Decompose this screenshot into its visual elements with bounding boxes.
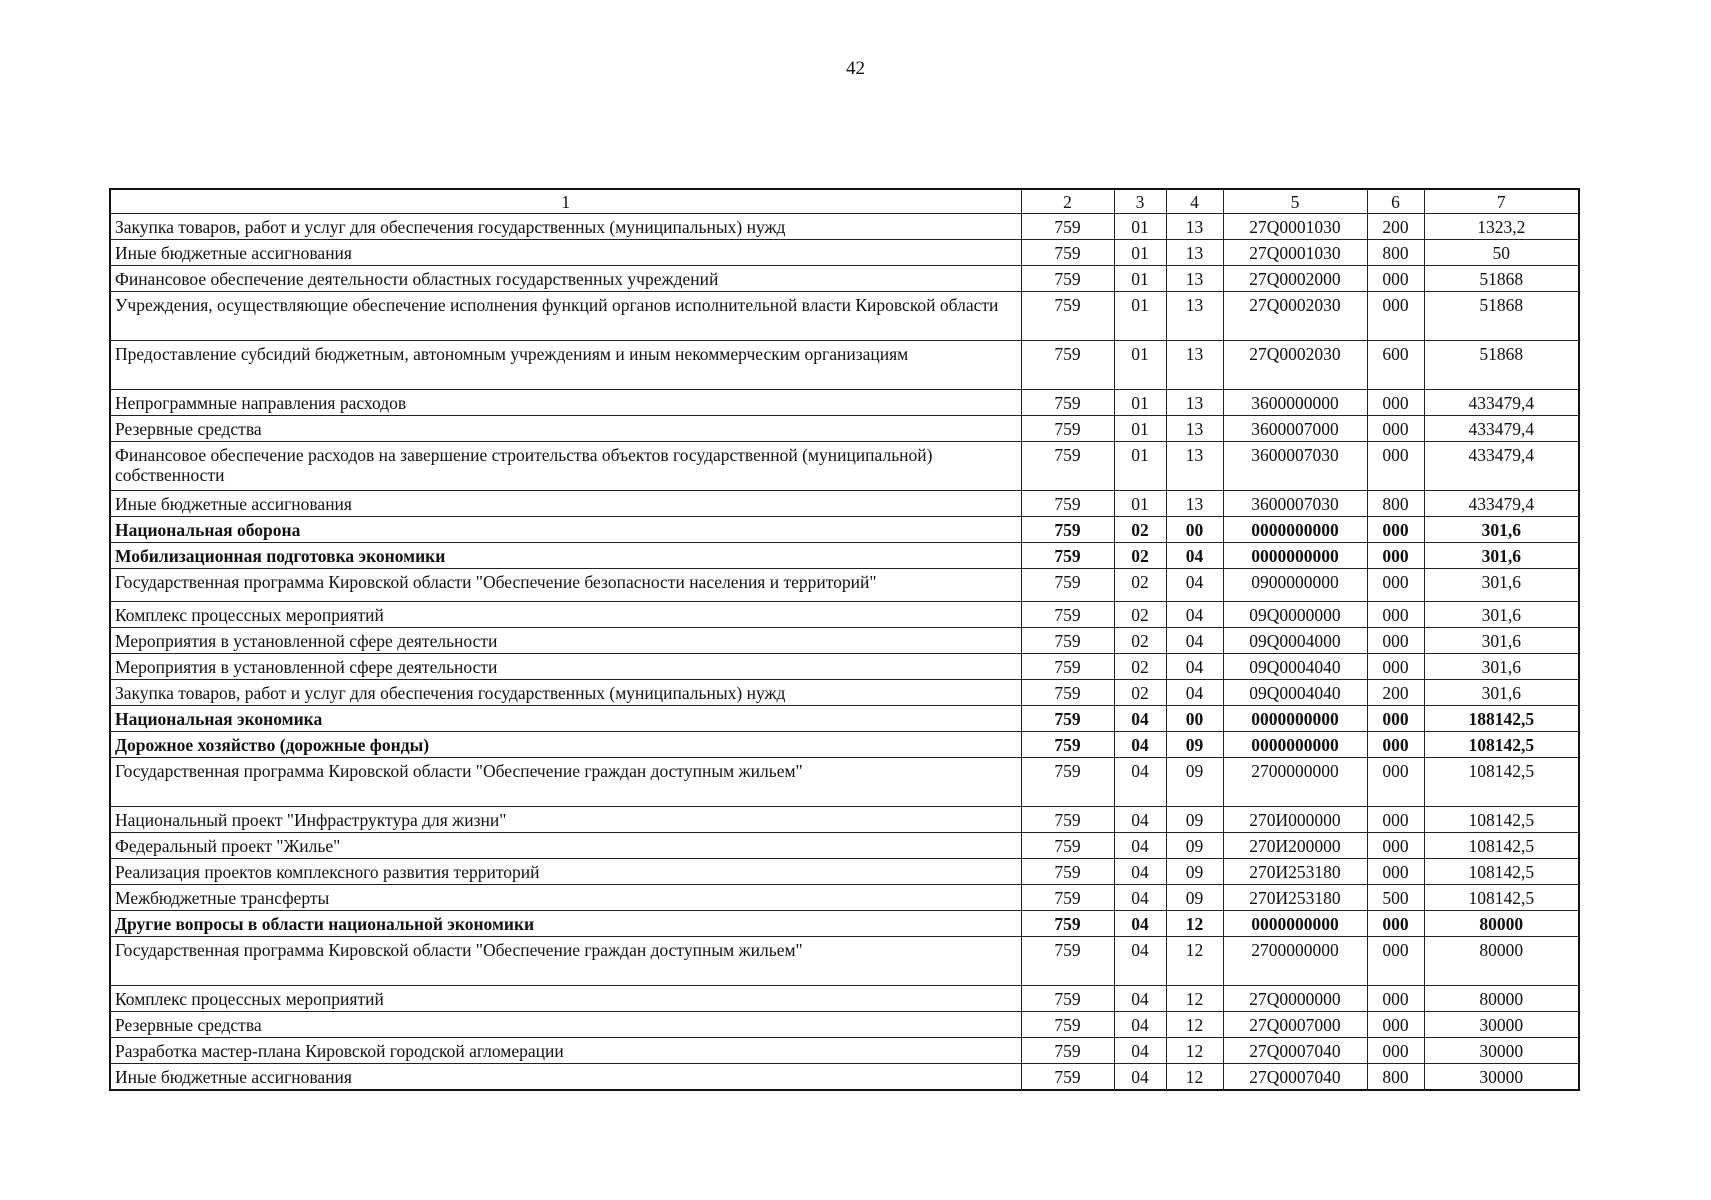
- cell-amount: 1323,2: [1424, 214, 1579, 240]
- cell-amount: 188142,5: [1424, 706, 1579, 732]
- cell-section: 01: [1114, 416, 1166, 442]
- table-row: [110, 732, 1579, 758]
- cell-ministry-code: 759: [1021, 911, 1114, 937]
- cell-subsection: 04: [1166, 543, 1223, 569]
- cell-section: 02: [1114, 569, 1166, 602]
- cell-target-article: 27Q0007000: [1223, 1012, 1367, 1038]
- cell-name: Финансовое обеспечение деятельности областных государственных учреждений: [110, 266, 1021, 292]
- cell-ministry-code: 759: [1021, 266, 1114, 292]
- cell-expense-type: 000: [1367, 807, 1424, 833]
- table-row: [110, 1038, 1579, 1064]
- cell-subsection: 13: [1166, 390, 1223, 416]
- cell-expense-type: 000: [1367, 628, 1424, 654]
- cell-name: Мобилизационная подготовка экономики: [110, 543, 1021, 569]
- cell-ministry-code: 759: [1021, 214, 1114, 240]
- cell-subsection: 04: [1166, 602, 1223, 628]
- cell-subsection: 12: [1166, 986, 1223, 1012]
- cell-subsection: 09: [1166, 833, 1223, 859]
- table-row: [110, 833, 1579, 859]
- cell-name: Федеральный проект "Жилье": [110, 833, 1021, 859]
- table-row: [110, 937, 1579, 986]
- cell-target-article: 0000000000: [1223, 732, 1367, 758]
- cell-name: Разработка мастер-плана Кировской городской агломерации: [110, 1038, 1021, 1064]
- cell-subsection: 09: [1166, 885, 1223, 911]
- table-row: [110, 807, 1579, 833]
- cell-name: Реализация проектов комплексного развития территорий: [110, 859, 1021, 885]
- cell-section: 04: [1114, 833, 1166, 859]
- cell-name: Национальная экономика: [110, 706, 1021, 732]
- cell-amount: 433479,4: [1424, 491, 1579, 517]
- cell-amount: 108142,5: [1424, 885, 1579, 911]
- cell-subsection: 12: [1166, 937, 1223, 986]
- cell-target-article: 09Q0000000: [1223, 602, 1367, 628]
- cell-ministry-code: 759: [1021, 1038, 1114, 1064]
- cell-name: Закупка товаров, работ и услуг для обеспечения государственных (муниципальных) нужд: [110, 214, 1021, 240]
- cell-ministry-code: 759: [1021, 442, 1114, 491]
- cell-amount: 30000: [1424, 1012, 1579, 1038]
- cell-name: Комплекс процессных мероприятий: [110, 602, 1021, 628]
- cell-amount: 51868: [1424, 292, 1579, 341]
- cell-section: 02: [1114, 602, 1166, 628]
- cell-target-article: 27Q0002030: [1223, 292, 1367, 341]
- table-row: [110, 390, 1579, 416]
- cell-target-article: 27Q0002030: [1223, 341, 1367, 390]
- cell-subsection: 04: [1166, 680, 1223, 706]
- table-body: [110, 189, 1579, 1090]
- cell-expense-type: 600: [1367, 341, 1424, 390]
- cell-expense-type: 000: [1367, 706, 1424, 732]
- cell-amount: 433479,4: [1424, 442, 1579, 491]
- cell-expense-type: 800: [1367, 240, 1424, 266]
- page-number: 42: [846, 58, 865, 79]
- cell-name: Национальный проект "Инфраструктура для жизни": [110, 807, 1021, 833]
- cell-subsection: 04: [1166, 654, 1223, 680]
- cell-section: 04: [1114, 1064, 1166, 1091]
- cell-name: Государственная программа Кировской области "Обеспечение граждан доступным жильем": [110, 758, 1021, 807]
- cell-subsection: 13: [1166, 292, 1223, 341]
- cell-ministry-code: 759: [1021, 732, 1114, 758]
- cell-amount: 30000: [1424, 1064, 1579, 1091]
- table-row: [110, 602, 1579, 628]
- cell-subsection: 09: [1166, 758, 1223, 807]
- cell-name: Резервные средства: [110, 1012, 1021, 1038]
- budget-table: [109, 188, 1580, 1091]
- cell-ministry-code: 759: [1021, 491, 1114, 517]
- cell-name: Иные бюджетные ассигнования: [110, 240, 1021, 266]
- cell-target-article: 0000000000: [1223, 911, 1367, 937]
- cell-target-article: 09Q0004000: [1223, 628, 1367, 654]
- table-row: [110, 911, 1579, 937]
- cell-subsection: 12: [1166, 1064, 1223, 1091]
- cell-section: 01: [1114, 266, 1166, 292]
- cell-subsection: 00: [1166, 517, 1223, 543]
- cell-expense-type: 000: [1367, 390, 1424, 416]
- cell-expense-type: 000: [1367, 758, 1424, 807]
- cell-target-article: 27Q0001030: [1223, 214, 1367, 240]
- cell-ministry-code: 759: [1021, 986, 1114, 1012]
- cell-name: Резервные средства: [110, 416, 1021, 442]
- cell-amount: 80000: [1424, 911, 1579, 937]
- table-row: [110, 292, 1579, 341]
- cell-expense-type: 000: [1367, 911, 1424, 937]
- cell-target-article: 27Q0007040: [1223, 1038, 1367, 1064]
- cell-subsection: 13: [1166, 214, 1223, 240]
- cell-amount: 301,6: [1424, 654, 1579, 680]
- cell-section: 01: [1114, 442, 1166, 491]
- cell-amount: 433479,4: [1424, 390, 1579, 416]
- table-row: [110, 1064, 1579, 1091]
- cell-expense-type: 200: [1367, 214, 1424, 240]
- cell-expense-type: 000: [1367, 833, 1424, 859]
- cell-section: 02: [1114, 517, 1166, 543]
- cell-name: Мероприятия в установленной сфере деятельности: [110, 628, 1021, 654]
- cell-target-article: 0000000000: [1223, 517, 1367, 543]
- cell-subsection: 13: [1166, 266, 1223, 292]
- cell-name: Государственная программа Кировской области "Обеспечение безопасности населения и территорий": [110, 569, 1021, 602]
- cell-section: 04: [1114, 706, 1166, 732]
- cell-expense-type: 500: [1367, 885, 1424, 911]
- cell-subsection: 12: [1166, 1038, 1223, 1064]
- cell-section: 02: [1114, 680, 1166, 706]
- header-cell: 5: [1223, 189, 1367, 214]
- table-row: [110, 758, 1579, 807]
- cell-section: 02: [1114, 543, 1166, 569]
- cell-ministry-code: 759: [1021, 390, 1114, 416]
- cell-section: 01: [1114, 390, 1166, 416]
- cell-amount: 108142,5: [1424, 859, 1579, 885]
- cell-name: Национальная оборона: [110, 517, 1021, 543]
- cell-target-article: 27Q0000000: [1223, 986, 1367, 1012]
- cell-expense-type: 000: [1367, 442, 1424, 491]
- header-cell: 6: [1367, 189, 1424, 214]
- cell-subsection: 13: [1166, 491, 1223, 517]
- cell-amount: 51868: [1424, 341, 1579, 390]
- table-row: [110, 680, 1579, 706]
- cell-section: 04: [1114, 885, 1166, 911]
- cell-ministry-code: 759: [1021, 569, 1114, 602]
- header-cell: 3: [1114, 189, 1166, 214]
- cell-expense-type: 000: [1367, 266, 1424, 292]
- cell-amount: 301,6: [1424, 517, 1579, 543]
- cell-target-article: 270И000000: [1223, 807, 1367, 833]
- cell-target-article: 27Q0001030: [1223, 240, 1367, 266]
- cell-amount: 301,6: [1424, 543, 1579, 569]
- cell-amount: 51868: [1424, 266, 1579, 292]
- cell-target-article: 0000000000: [1223, 706, 1367, 732]
- cell-amount: 301,6: [1424, 680, 1579, 706]
- table-row: [110, 416, 1579, 442]
- cell-section: 04: [1114, 986, 1166, 1012]
- cell-section: 04: [1114, 732, 1166, 758]
- cell-target-article: 3600007030: [1223, 491, 1367, 517]
- cell-section: 01: [1114, 491, 1166, 517]
- header-cell: 1: [110, 189, 1021, 214]
- cell-section: 04: [1114, 807, 1166, 833]
- table-row: [110, 986, 1579, 1012]
- cell-section: 01: [1114, 292, 1166, 341]
- cell-name: Другие вопросы в области национальной экономики: [110, 911, 1021, 937]
- header-cell: 7: [1424, 189, 1579, 214]
- cell-expense-type: 000: [1367, 732, 1424, 758]
- cell-amount: 30000: [1424, 1038, 1579, 1064]
- cell-subsection: 13: [1166, 341, 1223, 390]
- cell-ministry-code: 759: [1021, 1064, 1114, 1091]
- cell-expense-type: 000: [1367, 1038, 1424, 1064]
- cell-target-article: 270И253180: [1223, 859, 1367, 885]
- cell-ministry-code: 759: [1021, 807, 1114, 833]
- cell-section: 02: [1114, 628, 1166, 654]
- cell-subsection: 12: [1166, 1012, 1223, 1038]
- cell-name: Дорожное хозяйство (дорожные фонды): [110, 732, 1021, 758]
- cell-amount: 301,6: [1424, 569, 1579, 602]
- table-header-row: [110, 189, 1579, 214]
- cell-ministry-code: 759: [1021, 292, 1114, 341]
- cell-subsection: 13: [1166, 240, 1223, 266]
- cell-subsection: 13: [1166, 442, 1223, 491]
- cell-expense-type: 200: [1367, 680, 1424, 706]
- cell-ministry-code: 759: [1021, 937, 1114, 986]
- cell-target-article: 27Q0002000: [1223, 266, 1367, 292]
- cell-target-article: 09Q0004040: [1223, 680, 1367, 706]
- cell-name: Мероприятия в установленной сфере деятельности: [110, 654, 1021, 680]
- cell-expense-type: 000: [1367, 292, 1424, 341]
- table-row: [110, 341, 1579, 390]
- table-row: [110, 1012, 1579, 1038]
- cell-section: 04: [1114, 1038, 1166, 1064]
- cell-target-article: 0000000000: [1223, 543, 1367, 569]
- cell-amount: 108142,5: [1424, 758, 1579, 807]
- cell-name: Закупка товаров, работ и услуг для обеспечения государственных (муниципальных) нужд: [110, 680, 1021, 706]
- table-row: [110, 859, 1579, 885]
- cell-target-article: 09Q0004040: [1223, 654, 1367, 680]
- cell-amount: 50: [1424, 240, 1579, 266]
- cell-expense-type: 000: [1367, 569, 1424, 602]
- table-row: [110, 885, 1579, 911]
- cell-subsection: 09: [1166, 732, 1223, 758]
- cell-name: Комплекс процессных мероприятий: [110, 986, 1021, 1012]
- cell-ministry-code: 759: [1021, 416, 1114, 442]
- table-row: [110, 442, 1579, 491]
- cell-target-article: 3600007030: [1223, 442, 1367, 491]
- header-cell: 4: [1166, 189, 1223, 214]
- cell-expense-type: 000: [1367, 543, 1424, 569]
- cell-name: Иные бюджетные ассигнования: [110, 1064, 1021, 1091]
- cell-ministry-code: 759: [1021, 517, 1114, 543]
- cell-section: 04: [1114, 911, 1166, 937]
- table-row: [110, 569, 1579, 602]
- cell-amount: 80000: [1424, 986, 1579, 1012]
- cell-subsection: 12: [1166, 911, 1223, 937]
- cell-target-article: 3600000000: [1223, 390, 1367, 416]
- cell-ministry-code: 759: [1021, 1012, 1114, 1038]
- cell-expense-type: 000: [1367, 859, 1424, 885]
- table-row: [110, 517, 1579, 543]
- cell-target-article: 270И253180: [1223, 885, 1367, 911]
- cell-ministry-code: 759: [1021, 341, 1114, 390]
- cell-section: 01: [1114, 214, 1166, 240]
- cell-expense-type: 000: [1367, 416, 1424, 442]
- cell-ministry-code: 759: [1021, 680, 1114, 706]
- cell-amount: 108142,5: [1424, 732, 1579, 758]
- cell-amount: 108142,5: [1424, 807, 1579, 833]
- cell-section: 04: [1114, 937, 1166, 986]
- header-cell: 2: [1021, 189, 1114, 214]
- cell-name: Иные бюджетные ассигнования: [110, 491, 1021, 517]
- cell-ministry-code: 759: [1021, 885, 1114, 911]
- cell-subsection: 04: [1166, 628, 1223, 654]
- cell-name: Учреждения, осуществляющие обеспечение исполнения функций органов исполнительной власти Кировской области: [110, 292, 1021, 341]
- cell-subsection: 04: [1166, 569, 1223, 602]
- cell-expense-type: 800: [1367, 491, 1424, 517]
- cell-ministry-code: 759: [1021, 654, 1114, 680]
- cell-subsection: 13: [1166, 416, 1223, 442]
- cell-section: 04: [1114, 859, 1166, 885]
- cell-ministry-code: 759: [1021, 240, 1114, 266]
- cell-target-article: 0900000000: [1223, 569, 1367, 602]
- cell-ministry-code: 759: [1021, 859, 1114, 885]
- cell-expense-type: 000: [1367, 937, 1424, 986]
- cell-expense-type: 000: [1367, 1012, 1424, 1038]
- cell-section: 04: [1114, 1012, 1166, 1038]
- cell-name: Государственная программа Кировской области "Обеспечение граждан доступным жильем": [110, 937, 1021, 986]
- cell-target-article: 270И200000: [1223, 833, 1367, 859]
- cell-ministry-code: 759: [1021, 628, 1114, 654]
- cell-expense-type: 000: [1367, 517, 1424, 543]
- cell-name: Непрограммные направления расходов: [110, 390, 1021, 416]
- cell-amount: 301,6: [1424, 628, 1579, 654]
- cell-ministry-code: 759: [1021, 602, 1114, 628]
- cell-expense-type: 000: [1367, 654, 1424, 680]
- cell-ministry-code: 759: [1021, 758, 1114, 807]
- cell-ministry-code: 759: [1021, 706, 1114, 732]
- cell-amount: 301,6: [1424, 602, 1579, 628]
- cell-expense-type: 000: [1367, 986, 1424, 1012]
- table-row: [110, 706, 1579, 732]
- cell-section: 02: [1114, 654, 1166, 680]
- cell-ministry-code: 759: [1021, 833, 1114, 859]
- table-row: [110, 628, 1579, 654]
- cell-section: 01: [1114, 240, 1166, 266]
- cell-amount: 108142,5: [1424, 833, 1579, 859]
- cell-subsection: 09: [1166, 859, 1223, 885]
- cell-expense-type: 000: [1367, 602, 1424, 628]
- cell-amount: 433479,4: [1424, 416, 1579, 442]
- table-row: [110, 266, 1579, 292]
- cell-target-article: 2700000000: [1223, 758, 1367, 807]
- cell-section: 04: [1114, 758, 1166, 807]
- table-row: [110, 491, 1579, 517]
- cell-section: 01: [1114, 341, 1166, 390]
- cell-subsection: 09: [1166, 807, 1223, 833]
- cell-target-article: 3600007000: [1223, 416, 1367, 442]
- cell-subsection: 00: [1166, 706, 1223, 732]
- cell-target-article: 27Q0007040: [1223, 1064, 1367, 1091]
- cell-expense-type: 800: [1367, 1064, 1424, 1091]
- cell-target-article: 2700000000: [1223, 937, 1367, 986]
- cell-ministry-code: 759: [1021, 543, 1114, 569]
- cell-name: Межбюджетные трансферты: [110, 885, 1021, 911]
- table-row: [110, 543, 1579, 569]
- cell-name: Предоставление субсидий бюджетным, автономным учреждениям и иным некоммерческим организациям: [110, 341, 1021, 390]
- table-row: [110, 214, 1579, 240]
- cell-name: Финансовое обеспечение расходов на завершение строительства объектов государственной (муниципальной) собственности: [110, 442, 1021, 491]
- table-row: [110, 240, 1579, 266]
- cell-amount: 80000: [1424, 937, 1579, 986]
- table-row: [110, 654, 1579, 680]
